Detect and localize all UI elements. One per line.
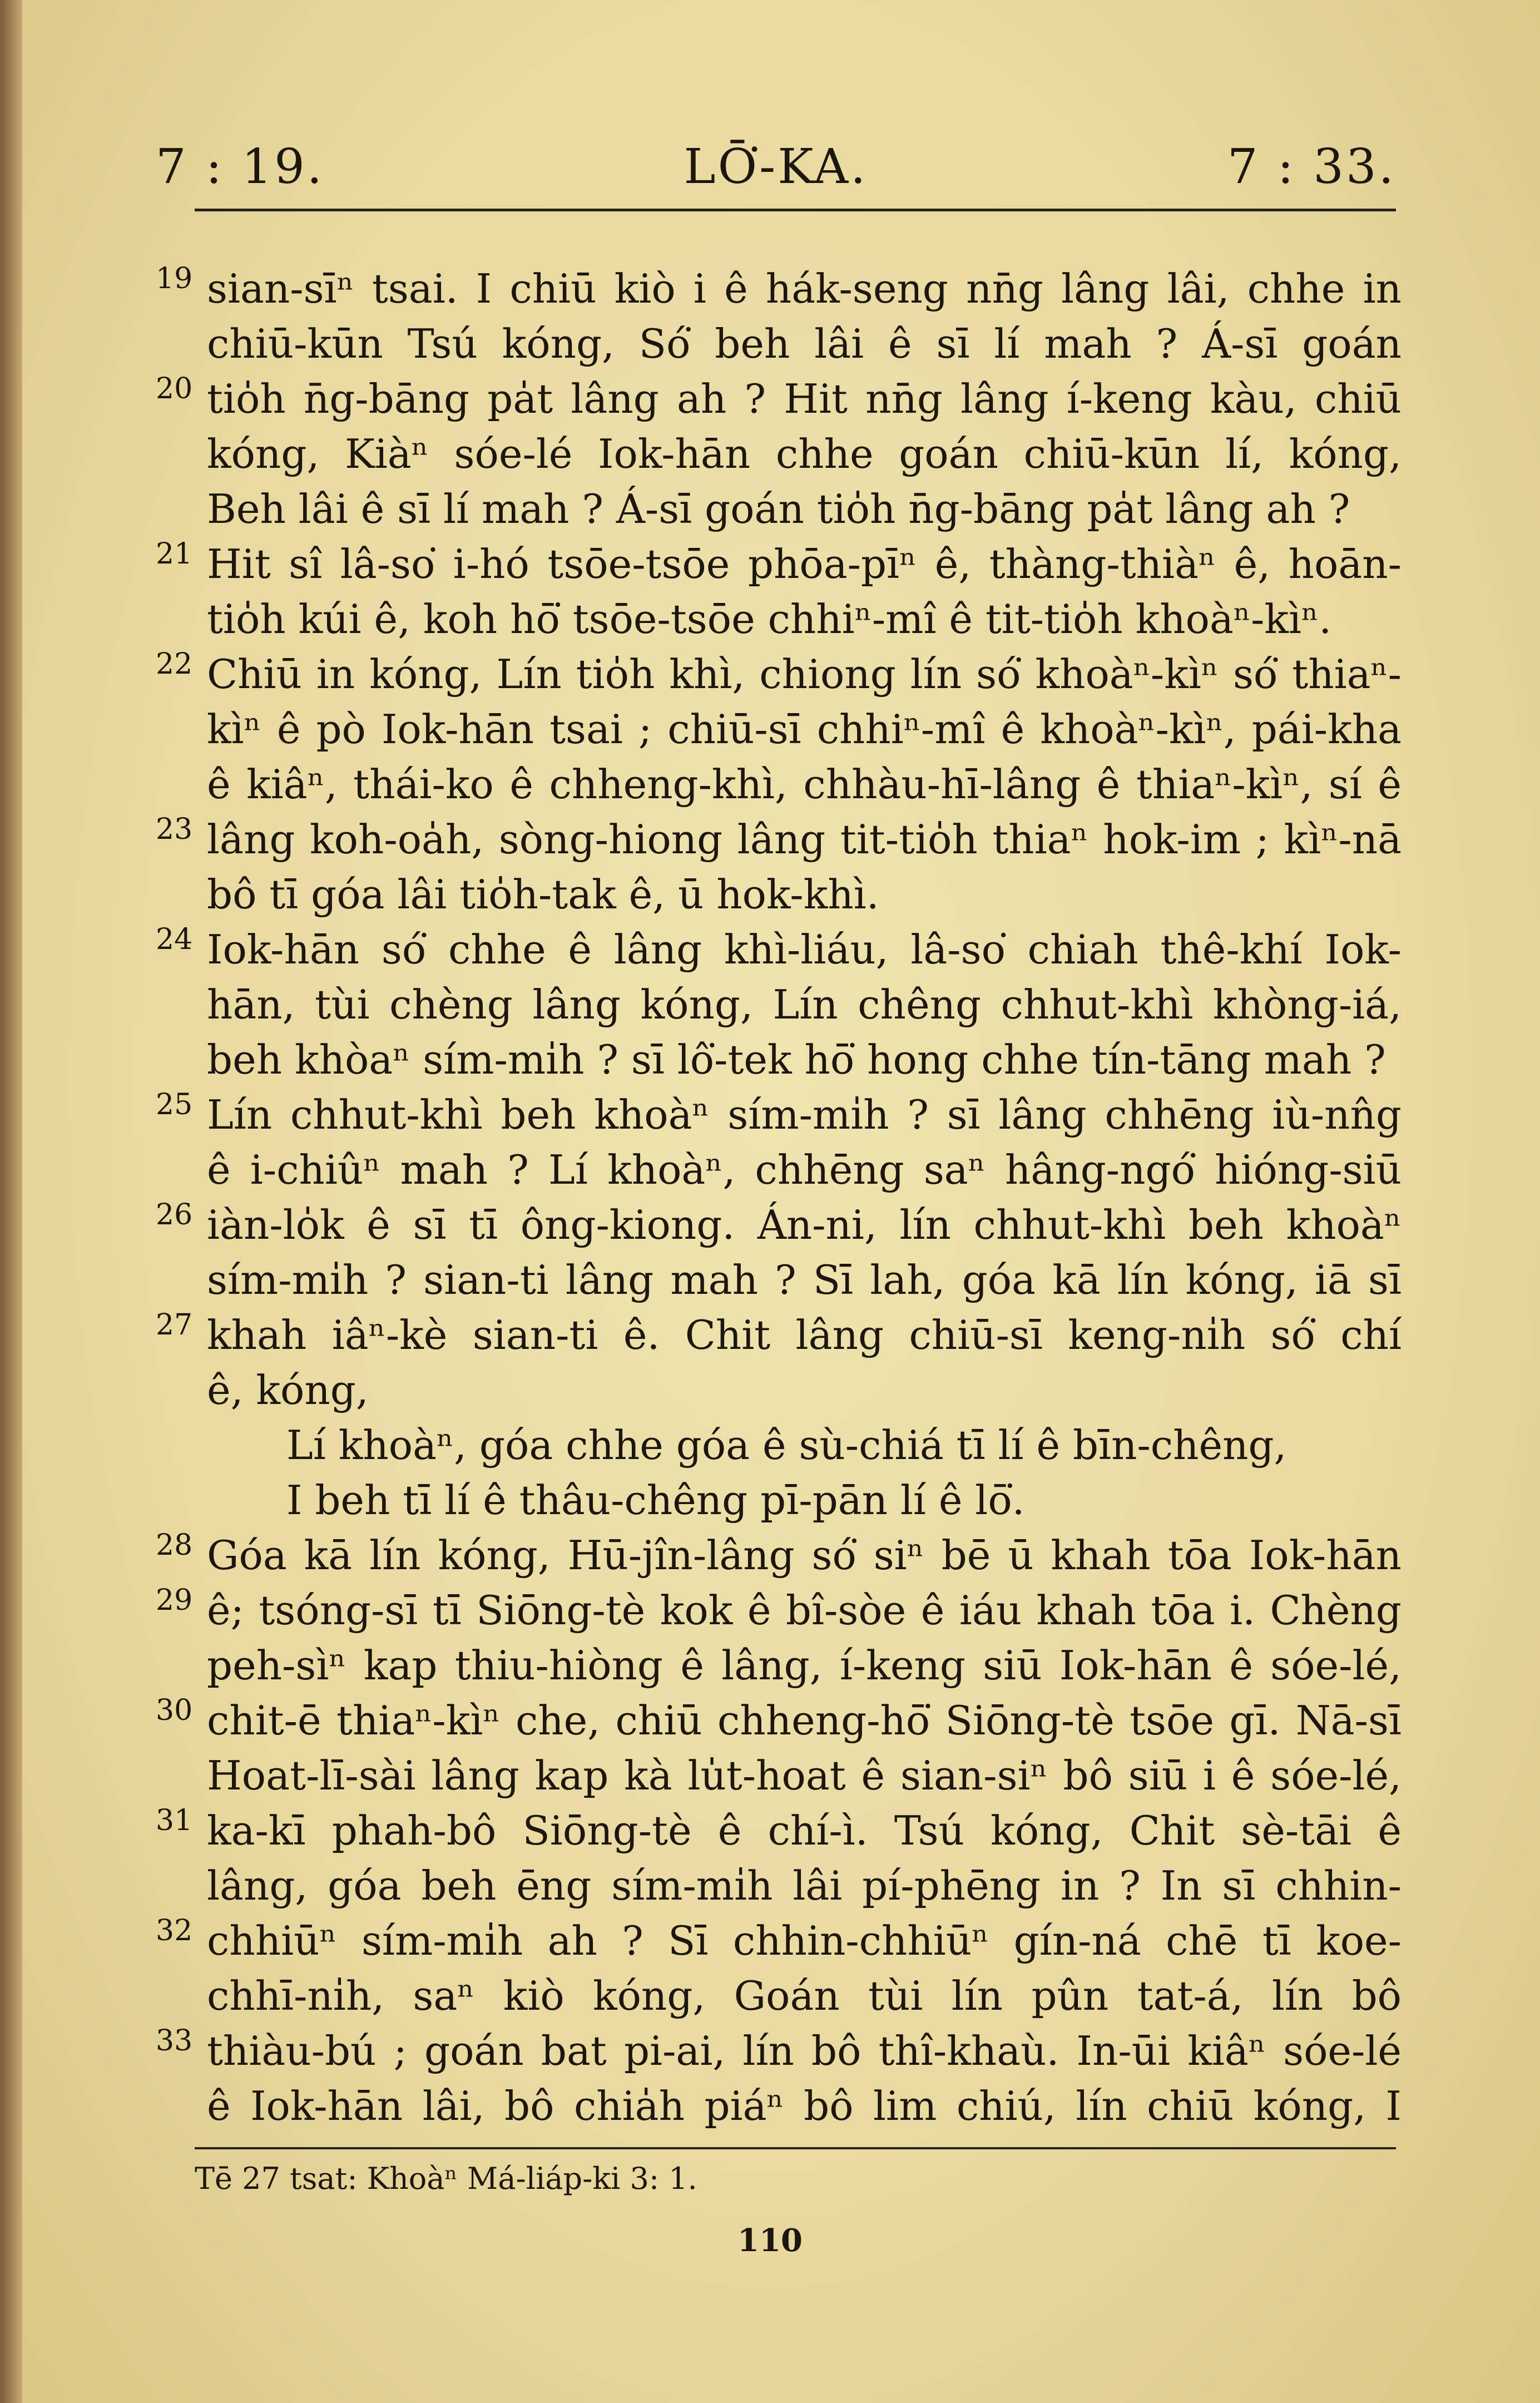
line-text: bô tī góa lâi tio̍h-tak ê, ū hok-khì. [207, 871, 879, 918]
verse-number: 29 [156, 1584, 193, 1617]
text-line [156, 977, 1402, 1032]
text-line [156, 1198, 1402, 1253]
text-line [156, 592, 1402, 647]
verse-number: 32 [156, 1914, 193, 1947]
text-line [156, 922, 1402, 977]
book-title: LŌ͘-KA. [684, 139, 868, 195]
text-line [156, 482, 1402, 537]
text-line [156, 867, 1402, 922]
line-text: ê i-chiûⁿ mah ? Lí khoàⁿ, chhēng saⁿ hâng-ngó͘ hióng-siū [207, 1146, 1402, 1193]
text-line [156, 1253, 1402, 1308]
text-line [156, 1363, 1402, 1418]
text-line [156, 1583, 1402, 1638]
verse-number: 25 [156, 1088, 193, 1121]
text-line [156, 1528, 1402, 1583]
text-line [156, 1969, 1402, 2024]
line-text: Lín chhut-khì beh khoàⁿ sím-mi̍h ? sī lâng chhēng iù-nn̂g [207, 1091, 1402, 1138]
text-line [156, 1418, 1402, 1473]
text-line [156, 537, 1402, 592]
verse-number: 30 [156, 1694, 193, 1727]
verse-number: 21 [156, 537, 193, 571]
text-line [156, 2079, 1402, 2134]
line-text: Chiū in kóng, Lín tio̍h khì, chiong lín só͘ khoàⁿ-kìⁿ só͘ thiaⁿ- [207, 651, 1402, 698]
verse-number: 24 [156, 923, 193, 956]
line-text: chit-ē thiaⁿ-kìⁿ che, chiū chheng-hō͘ Siōng-tè tsōe gī. Nā-sī [207, 1697, 1402, 1744]
text-line [156, 1914, 1402, 1969]
line-text: chiū-kūn Tsú kóng, Só͘ beh lâi ê sī lí mah ? Á-sī goán [207, 320, 1402, 367]
start-verse-reference: 7 : 19. [156, 139, 325, 195]
text-line [156, 702, 1402, 757]
text-line [156, 1473, 1402, 1528]
text-line [156, 1308, 1402, 1363]
verse-number: 20 [156, 372, 193, 406]
footnote-rule [195, 2147, 1396, 2149]
text-line [156, 427, 1402, 482]
line-text: sian-sīⁿ tsai. I chiū kiò i ê hák-seng nn̄g lâng lâi, chhe in [207, 265, 1402, 312]
line-text: Góa kā lín kóng, Hū-jîn-lâng só͘ siⁿ bē ū khah tōa Iok-hān [207, 1532, 1402, 1579]
line-text: chhiūⁿ sím-mi̍h ah ? Sī chhin-chhiūⁿ gín-ná chē tī koe- [207, 1917, 1402, 1964]
line-text: Hoat-lī-sài lâng kap kà lu̍t-hoat ê sian-siⁿ bô siū i ê sóe-lé, [207, 1752, 1402, 1799]
line-text: Hit sî lâ-so͘ i-hó tsōe-tsōe phōa-pīⁿ ê, thàng-thiàⁿ ê, hoān- [207, 541, 1402, 587]
line-text: ê kiâⁿ, thái-ko ê chheng-khì, chhàu-hī-lâng ê thiaⁿ-kìⁿ, sí ê [207, 761, 1402, 808]
line-text: tio̍h kúi ê, koh hō͘ tsōe-tsōe chhiⁿ-mî ê tit-tio̍h khoàⁿ-kìⁿ. [207, 596, 1332, 642]
line-text: beh khòaⁿ sím-mi̍h ? sī lô͘-tek hō͘ hong chhe tín-tāng mah ? [207, 1036, 1386, 1083]
line-text: Beh lâi ê sī lí mah ? Á-sī goán tio̍h n̄g-bāng pa̍t lâng ah ? [207, 486, 1350, 532]
running-header [156, 139, 1396, 195]
text-line [156, 647, 1402, 702]
line-text: hān, tùi chèng lâng kóng, Lín chêng chhut-khì khòng-iá, [207, 981, 1402, 1028]
line-text: sím-mi̍h ? sian-ti lâng mah ? Sī lah, góa kā lín kóng, iā sī [207, 1257, 1402, 1303]
verse-number: 23 [156, 813, 193, 846]
text-body [156, 261, 1402, 2134]
text-line [156, 1748, 1402, 1803]
end-verse-reference: 7 : 33. [1227, 139, 1396, 195]
text-line [156, 1087, 1402, 1143]
line-text: ka-kī phah-bô Siōng-tè ê chí-ì. Tsú kóng, Chit sè-tāi ê [207, 1807, 1402, 1854]
page-edge [0, 0, 22, 2403]
text-line [156, 1638, 1402, 1693]
line-text: tio̍h n̄g-bāng pa̍t lâng ah ? Hit nn̄g lâng í-keng kàu, chiū [207, 375, 1402, 422]
line-text: thiàu-bú ; goán bat pi-ai, lín bô thî-khaù. In-ūi kiâⁿ sóe-lé [207, 2028, 1402, 2074]
poetry-line: Lí khoàⁿ, góa chhe góa ê sù-chiá tī lí ê bīn-chêng, [286, 1422, 1287, 1468]
poetry-line: I beh tī lí ê thâu-chêng pī-pān lí ê lō͘. [286, 1477, 1025, 1524]
page-number: 110 [737, 2222, 803, 2259]
text-line [156, 1693, 1402, 1748]
text-line [156, 1858, 1402, 1914]
footnote: Tē 27 tsat: Khoàⁿ Má-liáp-ki 3: 1. [195, 2161, 697, 2196]
text-line [156, 757, 1402, 812]
verse-number: 22 [156, 647, 193, 681]
line-text: chhī-ni̍h, saⁿ kiò kóng, Goán tùi lín pûn tat-á, lín bô [207, 1972, 1402, 2019]
verse-number: 28 [156, 1529, 193, 1562]
line-text: khah iâⁿ-kè sian-ti ê. Chit lâng chiū-sī keng-ni̍h só͘ chí [207, 1312, 1402, 1358]
text-line [156, 261, 1402, 317]
text-line [156, 1032, 1402, 1087]
line-text: kóng, Kiàⁿ sóe-lé Iok-hān chhe goán chiū-kūn lí, kóng, [207, 431, 1402, 477]
verse-number: 26 [156, 1198, 193, 1232]
line-text: iàn-lo̍k ê sī tī ông-kiong. Án-ni, lín chhut-khì beh khoàⁿ [207, 1202, 1402, 1248]
verse-number: 19 [156, 262, 193, 295]
text-line [156, 1803, 1402, 1858]
line-text: kìⁿ ê pò Iok-hān tsai ; chiū-sī chhiⁿ-mî ê khoàⁿ-kìⁿ, pái-kha [207, 706, 1402, 753]
line-text: lâng koh-oa̍h, sòng-hiong lâng tit-tio̍h thiaⁿ hok-im ; kìⁿ-nā [207, 816, 1402, 863]
line-text: ê; tsóng-sī tī Siōng-tè kok ê bî-sòe ê iáu khah tōa i. Chèng [207, 1587, 1402, 1634]
line-text: lâng, góa beh ēng sím-mi̍h lâi pí-phēng in ? In sī chhin- [207, 1862, 1402, 1909]
text-line [156, 1143, 1402, 1198]
text-line [156, 812, 1402, 867]
line-text: ê Iok-hān lâi, bô chia̍h piáⁿ bô lim chiú, lín chiū kóng, I [207, 2083, 1402, 2129]
text-line [156, 317, 1402, 372]
verse-number: 31 [156, 1804, 193, 1837]
line-text: peh-sìⁿ kap thiu-hiòng ê lâng, í-keng siū Iok-hān ê sóe-lé, [207, 1642, 1402, 1689]
line-text: Iok-hān só͘ chhe ê lâng khì-liáu, lâ-so͘ chiah thê-khí Iok- [207, 926, 1402, 973]
verse-number: 33 [156, 2024, 193, 2058]
verse-number: 27 [156, 1308, 193, 1342]
header-rule [195, 209, 1396, 211]
text-line [156, 372, 1402, 427]
text-line [156, 2024, 1402, 2079]
line-text: ê, kóng, [207, 1367, 369, 1413]
